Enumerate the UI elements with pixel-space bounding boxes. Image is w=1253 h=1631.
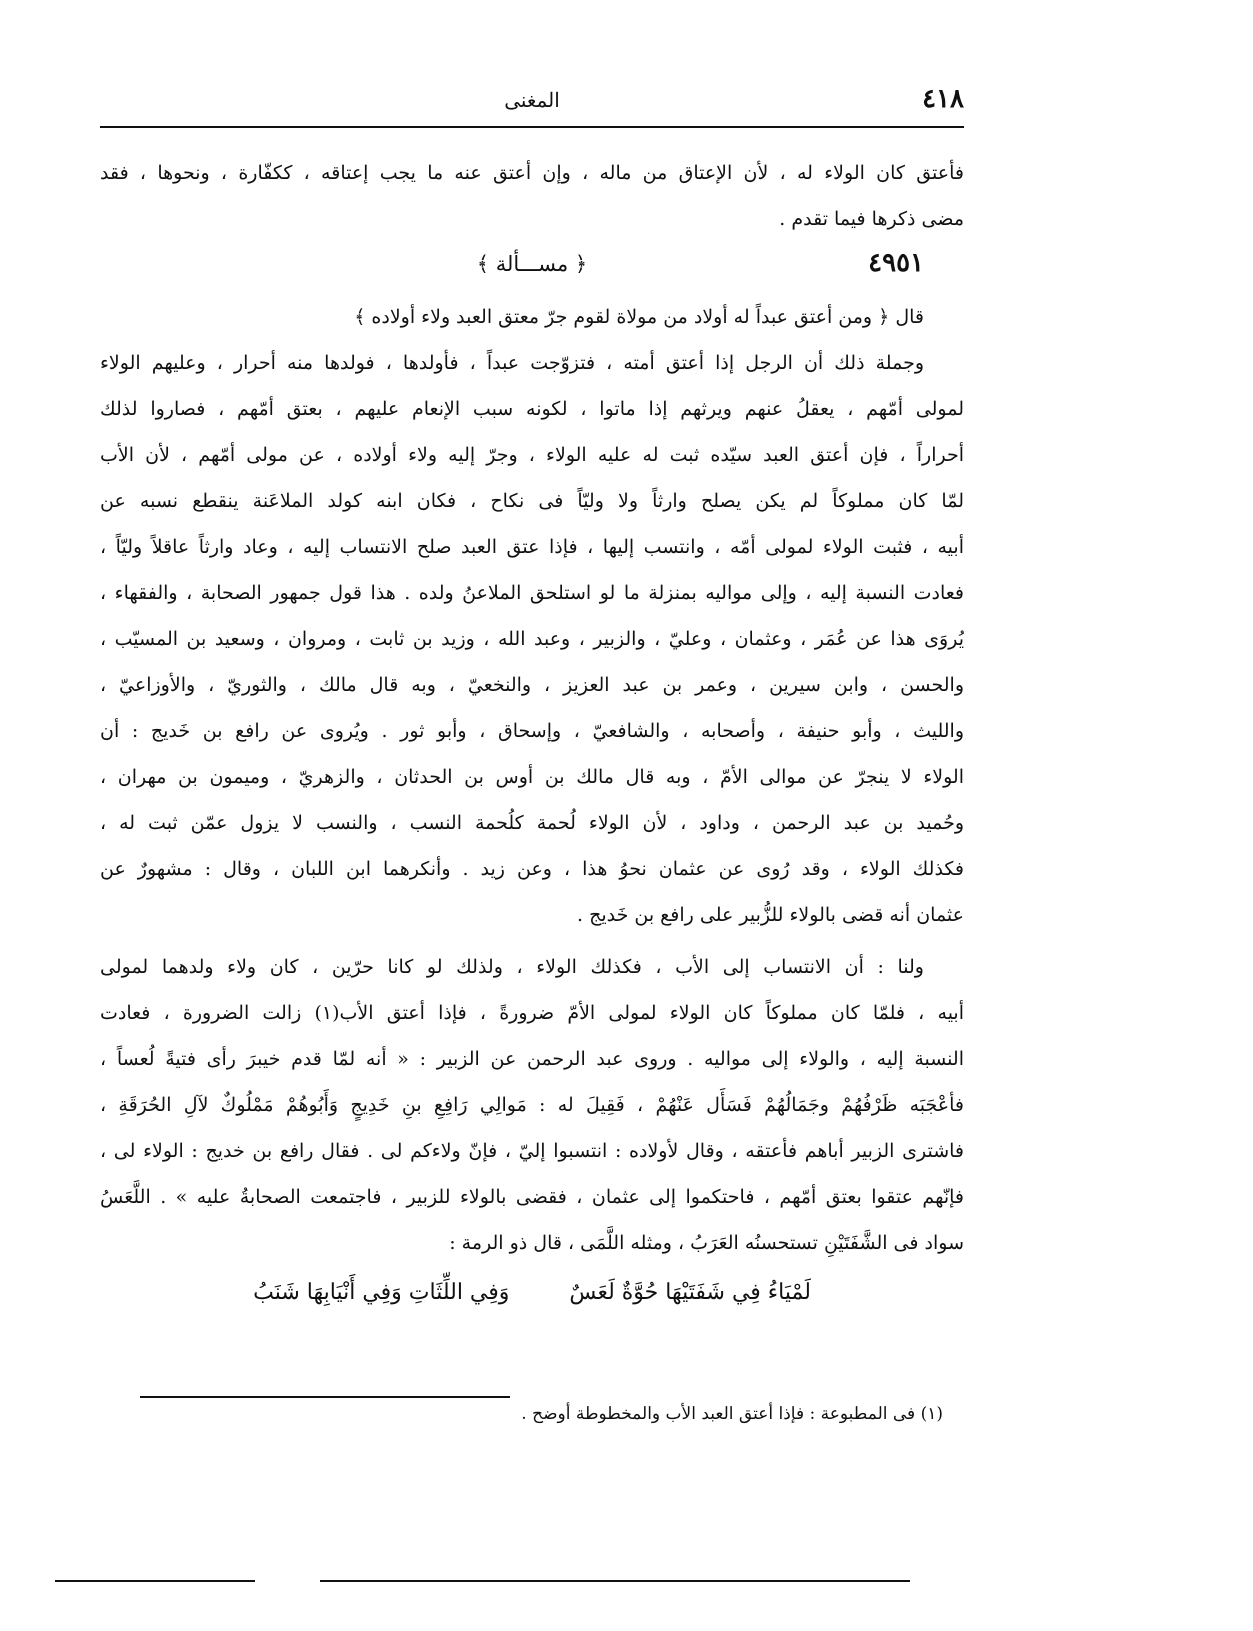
bottom-rule [55,1580,255,1582]
text-line: الولاء لا ينجرّ عن موالى الأمّ ، وبه قال مالك بن أوس بن الحدثان ، والزهريّ ، وميمون بن مهران ، [100,766,964,788]
text-line: عثمان أنه قضى بالولاء للزُّبير على رافع بن خَديج . [577,904,964,926]
text-line: يُروَى هذا عن عُمَر ، وعثمان ، وعليّ ، والزبير ، وعبد الله ، وزيد بن ثابت ، ومروان ، وسعيد بن المسيّب ، [100,628,964,650]
text-line: فأعتق كان الولاء له ، لأن الإعتاق من ماله ، وإن أعتق عنه ما يجب إعتاقه ، ككفّارة ، ونحوها ، فقد [100,162,964,184]
bottom-rule [320,1580,910,1582]
footnote-rule [140,1396,510,1398]
masala-title: ﴿ مســـألة ﴾ [476,252,588,276]
header-rule [100,126,964,128]
text-line: فعادت النسبة إليه ، وإلى مواليه بمنزلة ما لو استلحق الملاعنُ ولده . هذا قول جمهور الصحابة ، والفقهاء ، [100,582,964,604]
text-line: والليث ، وأبو حنيفة ، وأصحابه ، والشافعيّ ، وإسحاق ، وأبو ثور . ويُروى عن رافع بن خَديج : أن [100,720,964,742]
text-line: وجملة ذلك أن الرجل إذا أعتق أمته ، فتزوّجت عبداً ، فأولدها ، فولدها منه أحرار ، وعليهم الولاء [100,352,924,374]
text-line: النسبة إليه ، والولاء إلى مواليه . وروى عبد الرحمن عن الزبير : « أنه لمّا قدم خيبرَ رأى فتيةً لُعساً ، [100,1048,964,1070]
footnote: (١) فى المطبوعة : فإذا أعتق العبد الأب والمخطوطة أوضح . [521,1404,943,1424]
masala-number: ٤٩٥١ [868,248,924,278]
text-line: وحُميد بن عبد الرحمن ، وداود ، لأن الولاء لُحمة كلُحمة النسب ، والنسب لا يزول عمّن ثبت له ، [100,812,964,834]
text-line: والحسن ، وابن سيرين ، وعمر بن عبد العزيز ، والنخعيّ ، وبه قال مالك ، والثوريّ ، والأوزاعيّ ، [100,674,964,696]
masala-heading [100,242,964,294]
running-title: المغنى [504,88,560,112]
page-body [100,150,964,1320]
text-line: ولنا : أن الانتساب إلى الأب ، فكذلك الولاء ، ولذلك لو كانا حرّين ، كان ولاء ولدهما لمولى [100,956,924,978]
text-line: سواد فى الشَّفَتَيْنِ تستحسنُه العَرَبُ ، ومثله اللَّمَى ، قال ذو الرمة : [449,1232,964,1254]
masala-statement: قال ﴿ ومن أعتق عبداً له أولاد من مولاة لقوم جرّ معتق العبد ولاء أولاده ﴾ [354,306,924,328]
verse-hemistich-left: وَفِي اللِّثَاتِ وَفِي أَنْيَابِهَا شَنَبُ [253,1280,510,1305]
text-line: أبيه ، فثبت الولاء لمولى أمّه ، وانتسب إليها ، فإذا عتق العبد صلح الانتساب إليه ، وعاد وارثاً عاقلاً وليّاً ، [100,536,964,558]
text-line: فأعْجَبَه ظَرْفُهُمْ وجَمَالُهُمْ فَسَأَل عَنْهُمْ ، فَقِيلَ له : مَوالِي رَافِعِ بنِ خَدِيجٍ وَأَبُوهُمْ مَمْلُوكٌ لآلِ الحُرَقَةِ ، [100,1094,964,1116]
text-line: أبيه ، فلمّا كان مملوكاً كان الولاء لمولى الأمّ ضرورةً ، فإذا أعتق الأب(١) زالت الضرورة ، فعادت [100,1002,964,1024]
text-line: فكذلك الولاء ، وقد رُوى عن عثمان نحوُ هذا ، وعن زيد . وأنكرهما ابن اللبان ، وقال : مشهورٌ عن [100,858,964,880]
text-line: فاشترى الزبير أباهم فأعتقه ، وقال لأولاده : انتسبوا إليّ ، فإنّ ولاءكم لى . فقال رافع بن خديج : الولاء لى ، [100,1140,964,1162]
text-line: أحراراً ، فإن أعتق العبد سيّده ثبت له عليه الولاء ، وجرّ إليه ولاء أولاده ، عن مولى أمّهم ، لأن الأب [100,444,964,466]
page-number: ٤١٨ [922,84,964,114]
text-line: فإنّهم عتقوا بعتق أمّهم ، فاحتكموا إلى عثمان ، فقضى بالولاء للزبير ، فاجتمعت الصحابةُ عليه » . اللَّعَسُ [100,1186,964,1208]
text-line: لمّا كان مملوكاً لم يكن يصلح وارثاً ولا وليّاً فى نكاح ، فكان ابنه كولد الملاعَنة ينقطع نسبه عن [100,490,964,512]
poetry-verse [100,1266,964,1320]
page-header [100,80,964,126]
text-line: مضى ذكرها فيما تقدم . [779,208,964,230]
text-line: لمولى أمّهم ، يعقلُ عنهم ويرثهم إذا ماتوا ، لكونه سبب الإنعام عليهم ، بعتق أمّهم ، فصاروا لذلك [100,398,964,420]
verse-hemistich-right: لَمْيَاءُ فِي شَفَتَيْهَا حُوَّةٌ لَعَسٌ [569,1280,811,1305]
